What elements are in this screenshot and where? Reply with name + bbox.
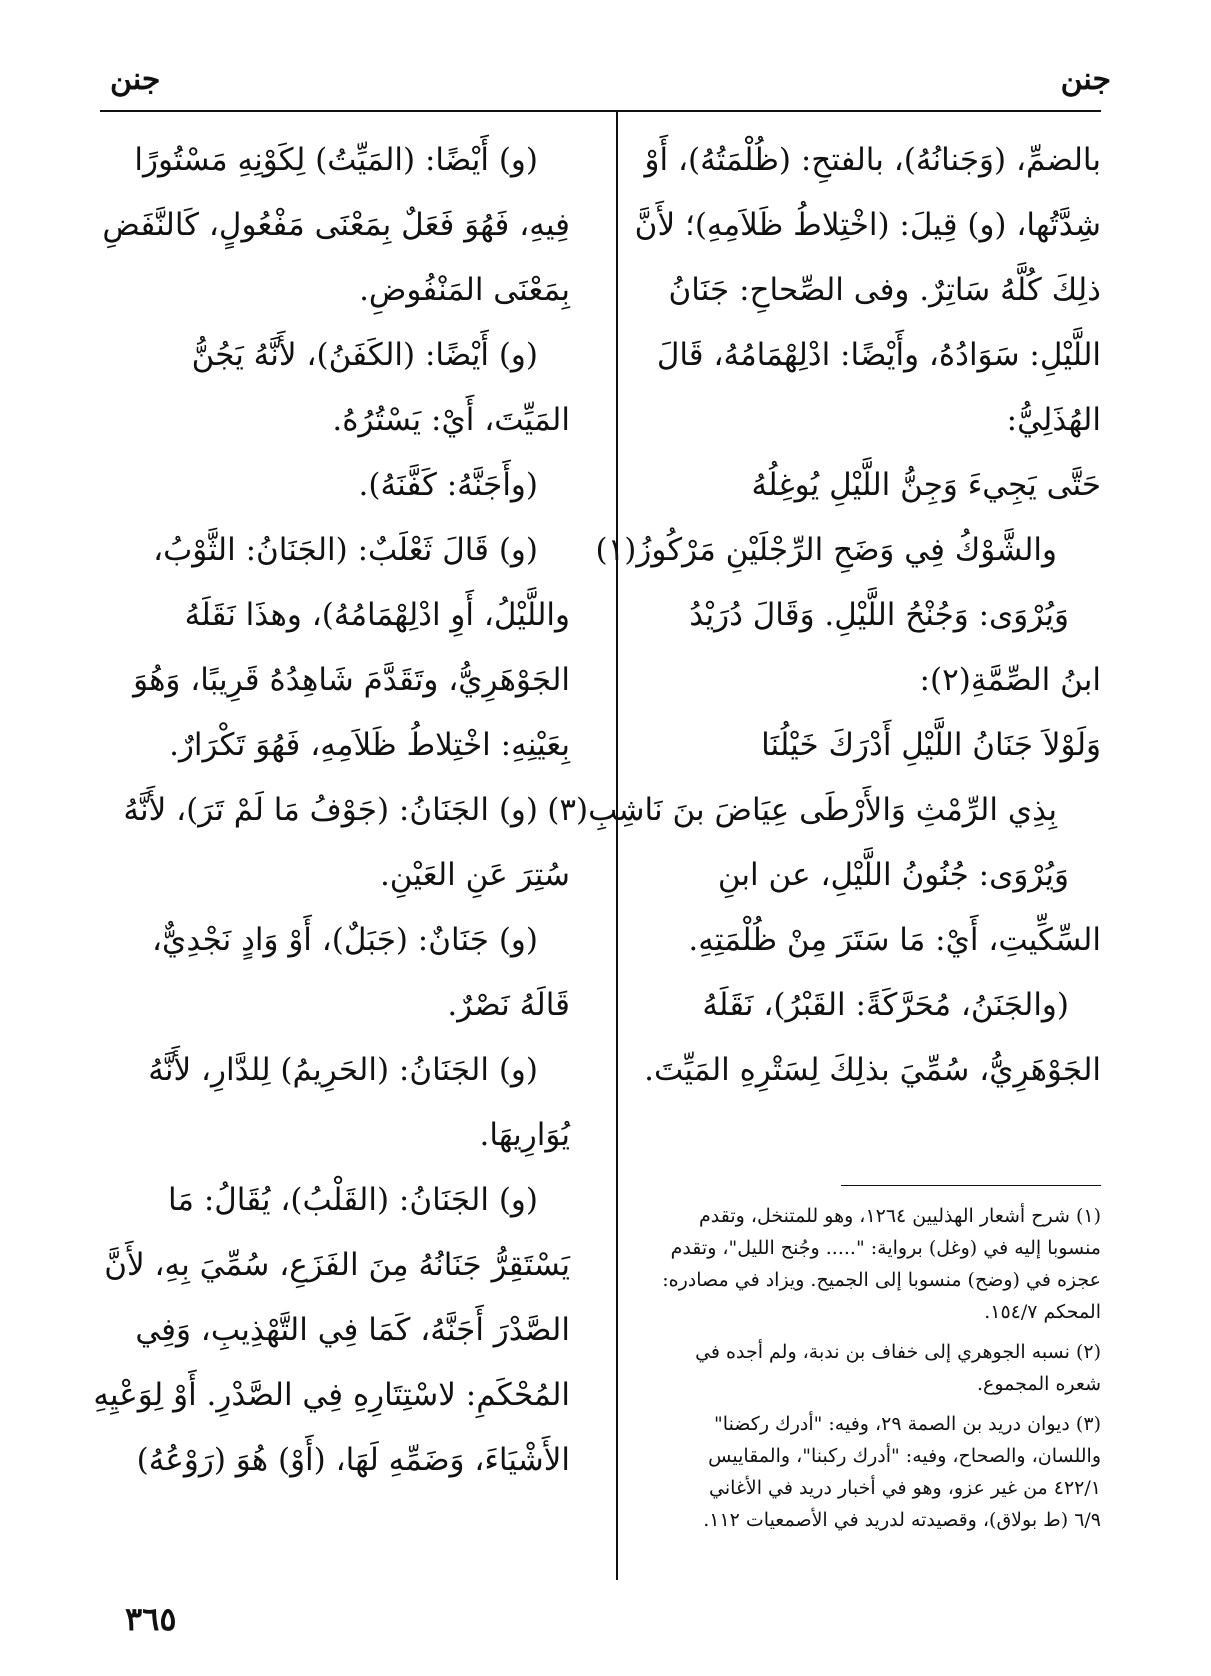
text-line: الهُذَلِيُّ: xyxy=(1006,402,1101,438)
text-line: (و) الجَنَانُ: (الحَرِيمُ) لِلدَّارِ، لأَنَّهُ xyxy=(148,1052,538,1088)
running-head-right: جنن xyxy=(1060,62,1111,97)
footnote-line: المحكم ١٥٤/٧. xyxy=(984,1301,1101,1323)
verse-line: حَتَّى يَجِيءَ وَجِنُّ اللَّيْلِ يُوغِلُهُ xyxy=(751,467,1101,503)
text-line: (و) الجَنَانُ: (جَوْفُ مَا لَمْ تَرَ)، لأَنَّهُ xyxy=(123,792,538,828)
text-line: (وأَجَنَّهُ: كَفَّنَهُ). xyxy=(358,467,538,503)
text-line: وَيُرْوَى: وَجُنْحُ اللَّيْلِ. وَقَالَ دُرَيْدُ xyxy=(689,597,1069,633)
text-line: ذلِكَ كُلَّهُ سَاتِرٌ. وفى الصِّحاحِ: جَنَانُ xyxy=(668,272,1101,308)
text-line: وَيُرْوَى: جُنُونُ اللَّيْلِ، عن ابنِ xyxy=(717,857,1069,893)
text-line: فِيهِ، فَهُوَ فَعَلٌ بِمَعْنَى مَفْعُولٍ، كَالنَّفَضِ xyxy=(102,207,570,243)
page-number: ٣٦٥ xyxy=(125,1600,177,1638)
footnotes xyxy=(631,1200,1101,1536)
text-line: (و) جَنَانٌ: (جَبَلٌ)، أَوْ وَادٍ نَجْدِيٌّ، xyxy=(152,922,538,958)
text-line: (و) أَيْضًا: (المَيِّتُ) لِكَوْنِهِ مَسْتُورًا xyxy=(134,142,538,178)
footnote-line: (٣) ديوان دريد بن الصمة ٢٩، وفيه: "أدرك ركضنا" xyxy=(714,1413,1101,1435)
text-line: بالضمِّ، (وَجَنانُهُ)، بالفتحِ: (ظُلْمَتُهُ)، أَوْ xyxy=(644,142,1101,178)
left-column xyxy=(93,128,570,1493)
footnote-rule xyxy=(841,1185,1101,1186)
text-line: قَالَهُ نَصْرٌ. xyxy=(447,987,570,1023)
text-line: (والجَنَنُ، مُحَرَّكَةً: القَبْرُ)، نَقَلَهُ xyxy=(702,987,1069,1023)
verse-line: بِذِي الرِّمْثِ وَالأَرْطَى عِيَاضَ بنَ نَاشِبِ(٣) xyxy=(547,792,1057,828)
text-line: (و) أَيْضًا: (الكَفَنُ)، لأَنَّهُ يَجُنُّ xyxy=(191,337,538,373)
text-line: المَيِّتَ، أَيْ: يَسْتُرُهُ. xyxy=(332,402,570,438)
text-line: شِدَّتُها، (و) قِيلَ: (اخْتِلاطُ ظَلاَمِهِ)؛ لأَنَّ xyxy=(634,207,1101,243)
running-head-left: جنن xyxy=(110,62,161,97)
text-line: الأَشْيَاءَ، وَضَمِّهِ لَهَا، (أَوْ) هُوَ (رَوْعُهُ) xyxy=(136,1442,570,1478)
footnote-line: ٤٢٢/١ من غير عزو، وهو في أخبار دريد في الأغاني xyxy=(709,1477,1101,1499)
text-line: اللَّيْلِ: سَوَادُهُ، وأَيْضًا: ادْلِهْمَامُهُ، قَالَ xyxy=(656,337,1101,373)
text-line: الجَوْهَرِيُّ، وتَقَدَّمَ شَاهِدُهُ قَرِيبًا، وَهُوَ xyxy=(133,662,570,698)
right-column xyxy=(547,128,1101,1103)
footnote-line: عجزه في (وضح) منسوبا إلى الجميح. ويزاد في مصادره: xyxy=(662,1269,1101,1291)
text-line: (و) قَالَ ثَعْلَبٌ: (الجَنَانُ: الثَّوْبُ، xyxy=(153,532,538,568)
text-line: ابنُ الصِّمَّةِ(٢): xyxy=(919,662,1101,698)
text-line: يَسْتَقِرُّ جَنَانُهُ مِنَ الفَزَعِ، سُمِّيَ بِهِ، لأَنَّ xyxy=(104,1247,570,1283)
text-line: واللَّيْلُ، أَوِ ادْلِهْمَامُهُ)، وهذَا نَقَلَهُ xyxy=(184,597,570,633)
text-line: الجَوْهَرِيُّ، سُمِّيَ بذلِكَ لِسَتْرِهِ المَيِّتَ. xyxy=(644,1052,1101,1088)
verse-line: والشَّوْكُ فِي وَضَحِ الرِّجْلَيْنِ مَرْكُوزُ(١) xyxy=(595,532,1057,568)
footnote-line: شعره المجموع. xyxy=(976,1373,1101,1395)
footnote-line: (٢) نسبه الجوهري إلى خفاف بن ندبة، ولم أجده في xyxy=(695,1341,1101,1363)
header-rule xyxy=(100,110,1101,112)
footnote-line: ٦/٩ (ط بولاق)، وقصيدته لدريد في الأصمعيات ١١٢. xyxy=(703,1509,1101,1531)
text-line: (و) الجَنَانُ: (القَلْبُ)، يُقَالُ: مَا xyxy=(167,1182,538,1218)
text-line: الصَّدْرَ أَجَنَّهُ، كَمَا فِي التَّهْذِيبِ، وَفِي xyxy=(135,1312,570,1348)
verse-line: وَلَوْلاَ جَنَانُ اللَّيْلِ أَدْرَكَ خَيْلُنَا xyxy=(761,727,1101,763)
text-line: المُحْكَمِ: لاسْتِتَارِهِ فِي الصَّدْرِ. أَوْ لِوَعْيِهِ xyxy=(93,1377,570,1413)
text-line: بِعَيْنِهِ: اخْتِلاطُ ظَلاَمِهِ، فَهُوَ تَكْرَارٌ. xyxy=(169,727,570,763)
text-line: بِمَعْنَى المَنْفُوضِ. xyxy=(359,272,570,308)
footnote-line: (١) شرح أشعار الهذليين ١٢٦٤، وهو للمتنخل، وتقدم xyxy=(699,1205,1101,1227)
footnote-line: واللسان، والصحاح، وفيه: "أدرك ركبنا"، والمقاييس xyxy=(708,1445,1101,1467)
footnote-line: منسوبا إليه في (وغل) برواية: "..... وجُنح الليل"، وتقدم xyxy=(670,1237,1101,1259)
text-line: يُوَارِيهَا. xyxy=(479,1117,570,1153)
text-line: سُتِرَ عَنِ العَيْنِ. xyxy=(379,857,570,893)
column-divider xyxy=(616,110,618,1580)
text-line: السِّكِّيتِ، أَيْ: مَا سَتَرَ مِنْ ظُلْمَتِهِ. xyxy=(688,922,1101,958)
